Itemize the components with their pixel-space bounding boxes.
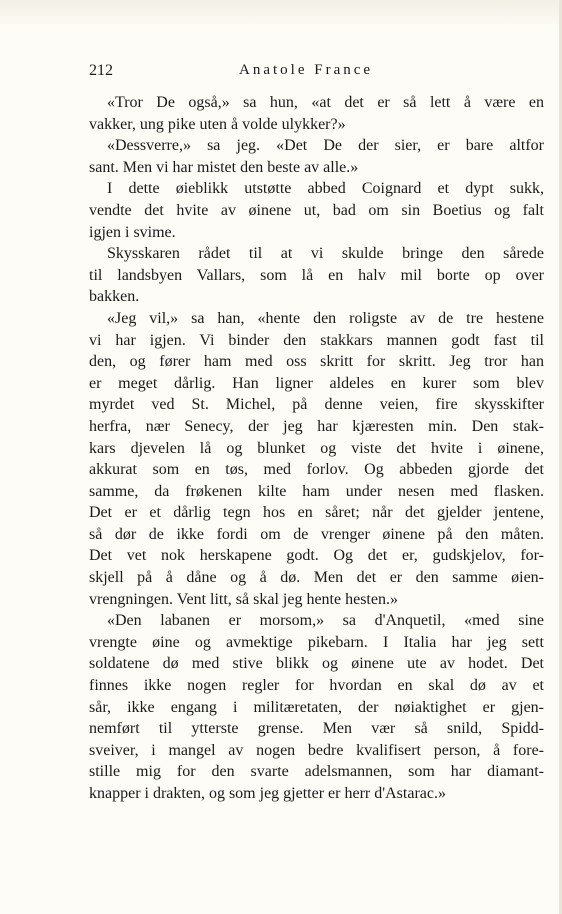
text-line: Det er et dårlig tegn hos en såret; når det gjelder jentene, <box>89 504 544 522</box>
text-line: er meget dårlig. Han ligner aldeles en kurer som blev <box>89 374 544 392</box>
text-line: vrengningen. Vent litt, så skal jeg hente hesten.» <box>89 590 398 608</box>
text-line: soldatene dø med stive blikk og øinene ute av hodet. Det <box>89 655 544 673</box>
text-line: sant. Men vi har mistet den beste av alle.» <box>89 158 359 176</box>
text-line: kars djevelen lå og blunket og viste det hvite i øinene, <box>89 439 544 457</box>
text-line: «Den labanen er morsom,» sa d'Anquetil, «med sine <box>107 612 544 630</box>
text-line: vakker, ung pike uten å volde ulykker?» <box>89 115 346 133</box>
text-line: herfra, nær Senecy, der jeg har kjæresten min. Den stak- <box>89 417 544 435</box>
text-line: igjen i svime. <box>89 223 176 241</box>
text-line: «Dessverre,» sa jeg. «Det De der sier, er bare altfor <box>107 137 544 155</box>
page-header <box>89 62 544 86</box>
page-number: 212 <box>89 62 113 79</box>
text-line: «Jeg vil,» sa han, «hente den roligste av de tre hestene <box>107 309 544 327</box>
running-head: Anatole France <box>239 62 374 78</box>
text-line: myrdet ved St. Michel, på denne veien, fire skysskifter <box>89 396 544 414</box>
text-line: finnes ikke nogen regler for hvordan en skal dø av et <box>89 677 544 695</box>
text-line: så dør de ikke fordi om de vrenger øinene på den måten. <box>89 525 544 543</box>
text-line: akkurat som en tøs, med forlov. Og abbeden gjorde det <box>89 461 544 479</box>
text-line: knapper i drakten, og som jeg gjetter er herr d'Astarac.» <box>89 785 446 802</box>
text-line: I dette øieblikk utstøtte abbed Coignard et dypt sukk, <box>107 180 544 198</box>
body-text <box>89 92 544 805</box>
text-line: Det vet nok herskapene godt. Og det er, gudskjelov, for- <box>89 547 544 565</box>
text-line: bakken. <box>89 288 140 306</box>
text-line: Skysskaren rådet til at vi skulde bringe den sårede <box>107 245 544 263</box>
text-line: vrengte øine og avmektige pikebarn. I Italia har jeg sett <box>89 633 544 651</box>
page-top-edge <box>0 0 562 24</box>
text-line: stille mig for den svarte adelsmannen, som har diamant- <box>89 763 544 781</box>
text-line: nemført til ytterste grense. Men vær så snild, Spidd- <box>89 720 544 738</box>
text-line: «Tror De også,» sa hun, «at det er så lett å være en <box>107 94 544 111</box>
text-line: den, og fører ham med oss skritt for skritt. Jeg tror han <box>89 353 544 371</box>
text-line: samme, da frøkenen kilte ham under nesen med flasken. <box>89 482 544 500</box>
text-line: til landsbyen Vallars, som lå en halv mil borte op over <box>89 266 544 284</box>
text-line: sår, ikke engang i militæretaten, der nøiaktighet er gjen- <box>89 698 544 716</box>
text-line: vendte det hvite av øinene ut, bad om sin Boetius og falt <box>89 201 544 219</box>
text-line: vi har igjen. Vi binder den stakkars mannen godt fast til <box>89 331 544 349</box>
text-line: sveiver, i mangel av nogen bedre kvalifisert person, å fore- <box>89 741 544 759</box>
text-line: skjell på å dåne og å dø. Men det er den samme øien- <box>89 569 544 587</box>
